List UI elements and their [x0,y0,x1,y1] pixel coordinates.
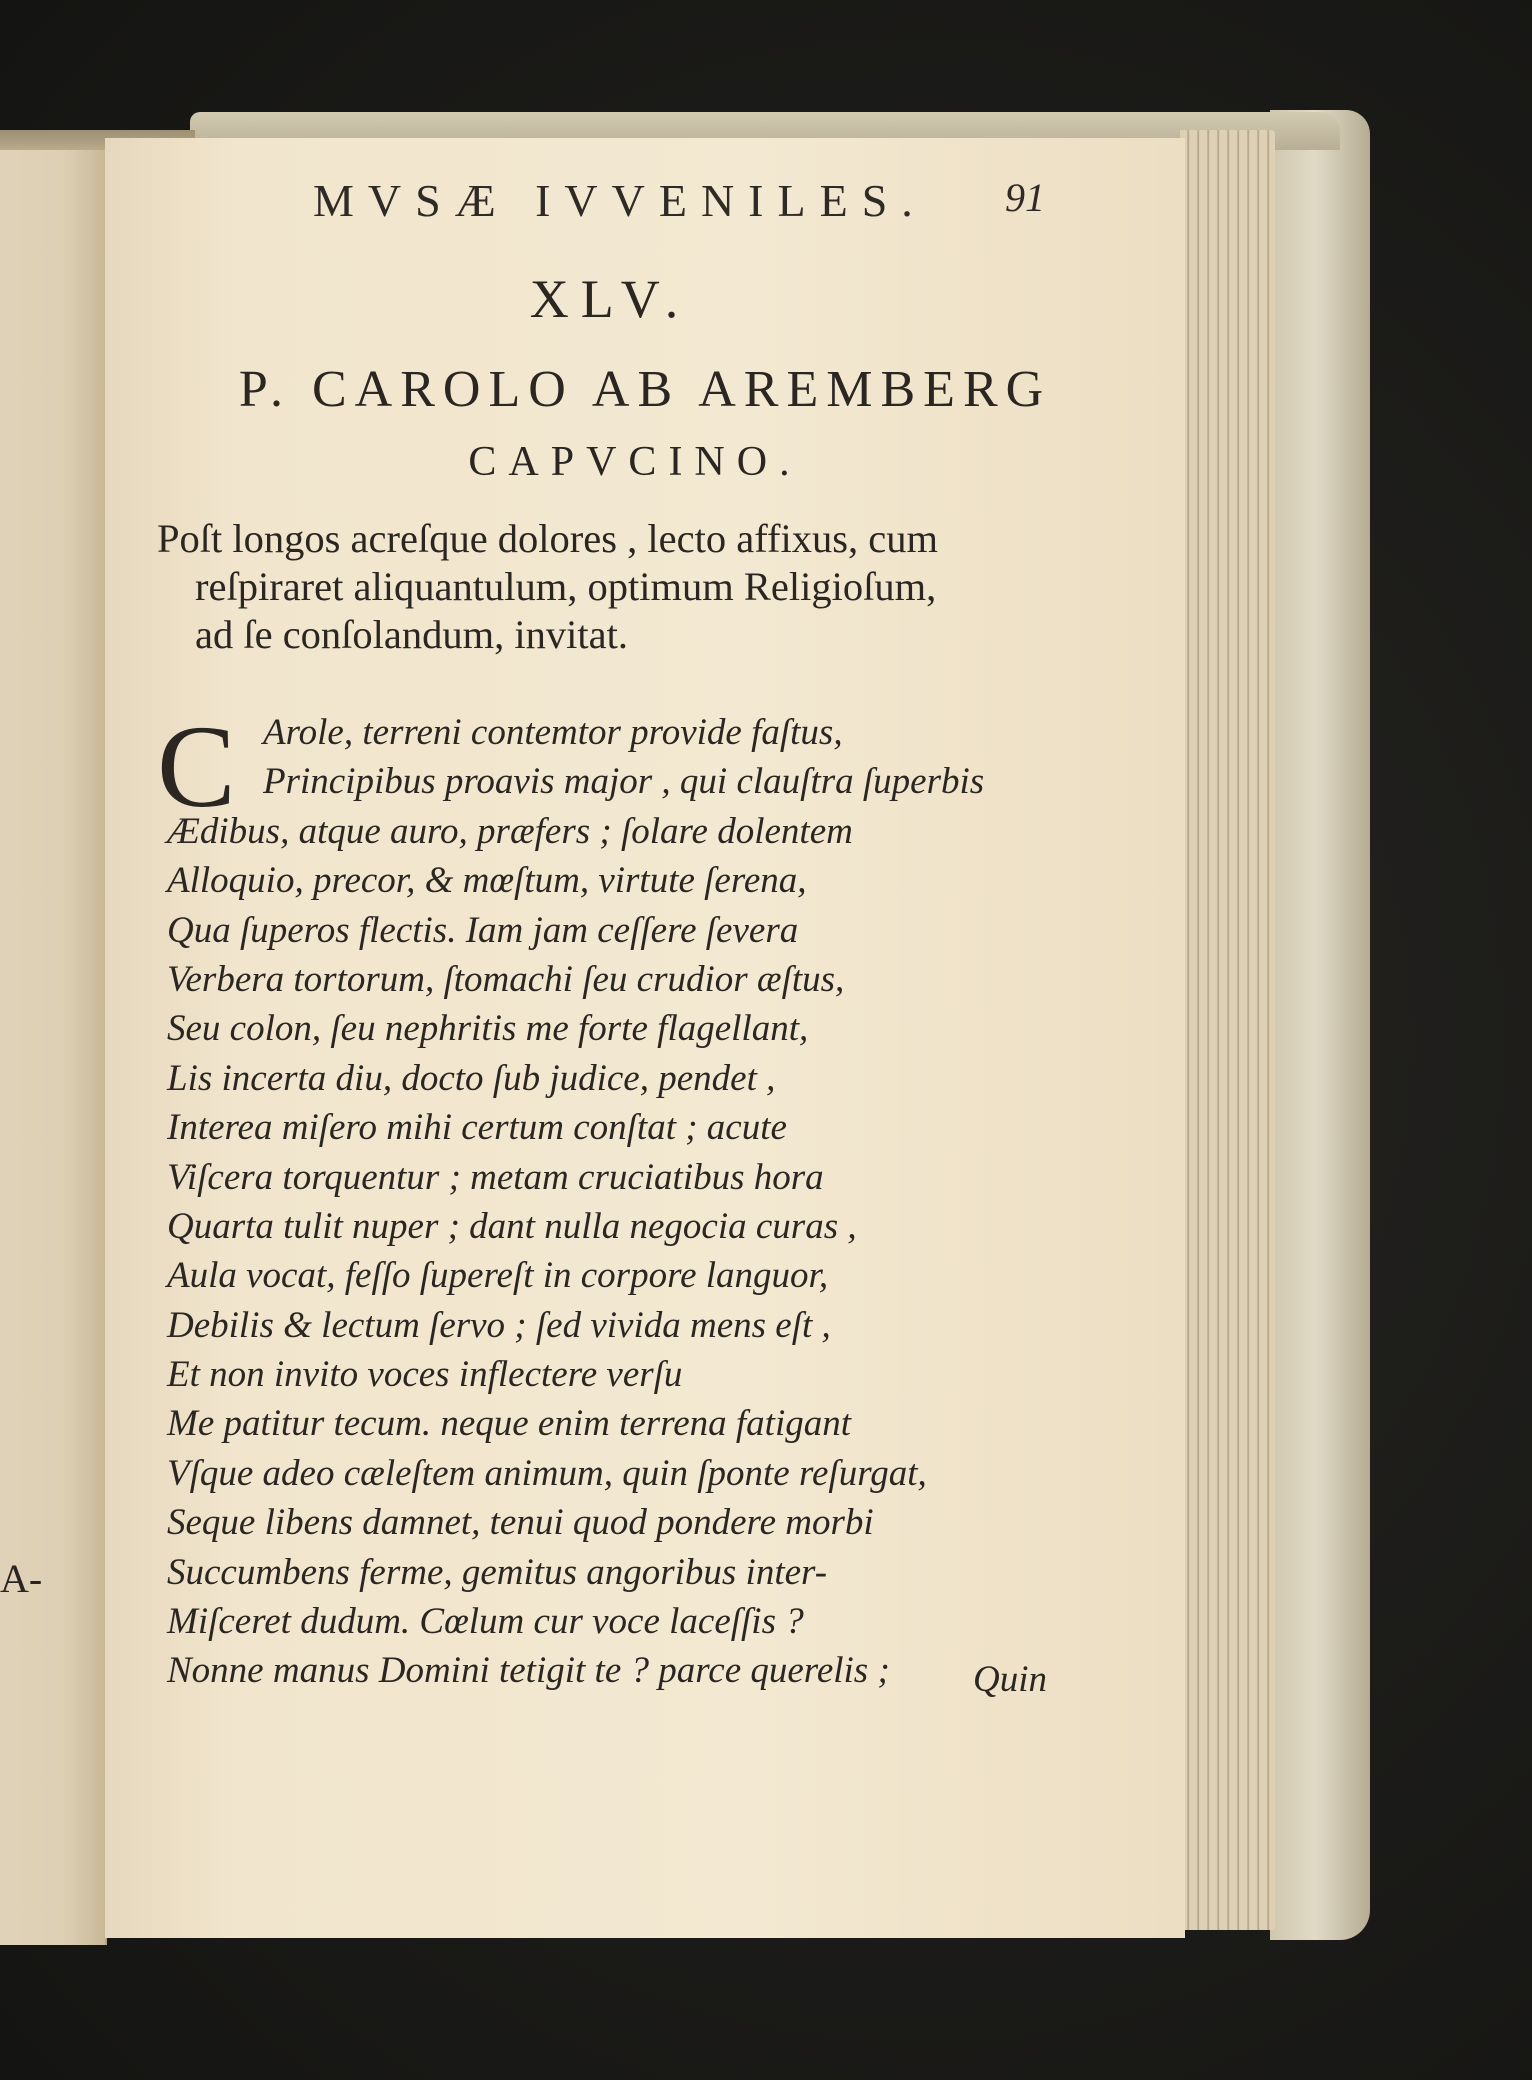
poem-title-line-2: CAPVCINO. [468,439,802,485]
catchword: Quin [973,1659,1047,1700]
page-edges [1180,130,1275,1930]
verse-line: Debilis & lectum ſervo ; ſed vivida mens eſt , [167,1304,831,1346]
verse-line: Quarta tulit nuper ; dant nulla negocia curas , [167,1205,857,1247]
poem-argument [157,515,1167,659]
verse-line: Qua ſuperos flectis. Iam jam ceſſere ſevera [167,909,799,951]
left-page [0,150,107,1945]
verse-line: Principibus proavis major , qui clauſtra ſuperbis [263,761,985,803]
verse-line: Arole, terreni contemtor provide faſtus, [263,712,843,753]
verse-line: Succumbens ferme, gemitus angoribus inter- [167,1551,828,1593]
verse-line: Aula vocat, feſſo ſupereſt in corpore languor, [167,1255,829,1297]
verse-line: Alloquio, precor, & mœſtum, virtute ſerena, [167,860,807,902]
running-head: MVSÆ IVVENILES. [313,175,927,226]
poem-verses [167,708,1167,1696]
verse-line: Seque libens damnet, tenui quod pondere morbi [167,1502,874,1544]
verse-line: Miſceret dudum. Cœlum cur voce laceſſis ? [167,1601,804,1643]
verse-line: Ædibus, atque auro, præfers ; ſolare dolentem [167,810,853,852]
verse-line: Nonne manus Domini tetigit te ? parce querelis ; [167,1650,890,1692]
verse-line: Lis incerta diu, docto ſub judice, pendet , [167,1057,776,1099]
verse-line: Et non invito voces inflectere verſu [167,1354,683,1396]
argument-line: Poſt longos acreſque dolores , lecto affixus, cum [157,516,938,561]
verse-line: Vſque adeo cæleſtem animum, quin ſponte reſurgat, [167,1452,927,1494]
poem-title-line-1: P. CAROLO AB AREMBERG [238,361,1052,418]
vellum-binding [1270,110,1370,1940]
poem-number: XLV. [529,269,691,329]
drop-cap: C [157,701,236,832]
verse-line: Interea miſero mihi certum conſtat ; acute [167,1107,787,1149]
verse-line: Seu colon, ſeu nephritis me forte flagellant, [167,1008,809,1050]
page-number: 91 [1005,175,1045,220]
book-page [105,138,1185,1938]
verse-line: Verbera tortorum, ſtomachi ſeu crudior æſtus, [167,958,845,1000]
argument-line: ad ſe conſolandum, invitat. [195,612,629,657]
argument-line: reſpiraret aliquantulum, optimum Religioſum, [195,564,937,609]
verse-line: Viſcera torquentur ; metam cruciatibus hora [167,1156,824,1198]
left-page-text-fragment: A- [0,1556,43,1601]
verse-line: Me patitur tecum. neque enim terrena fatigant [167,1403,852,1445]
